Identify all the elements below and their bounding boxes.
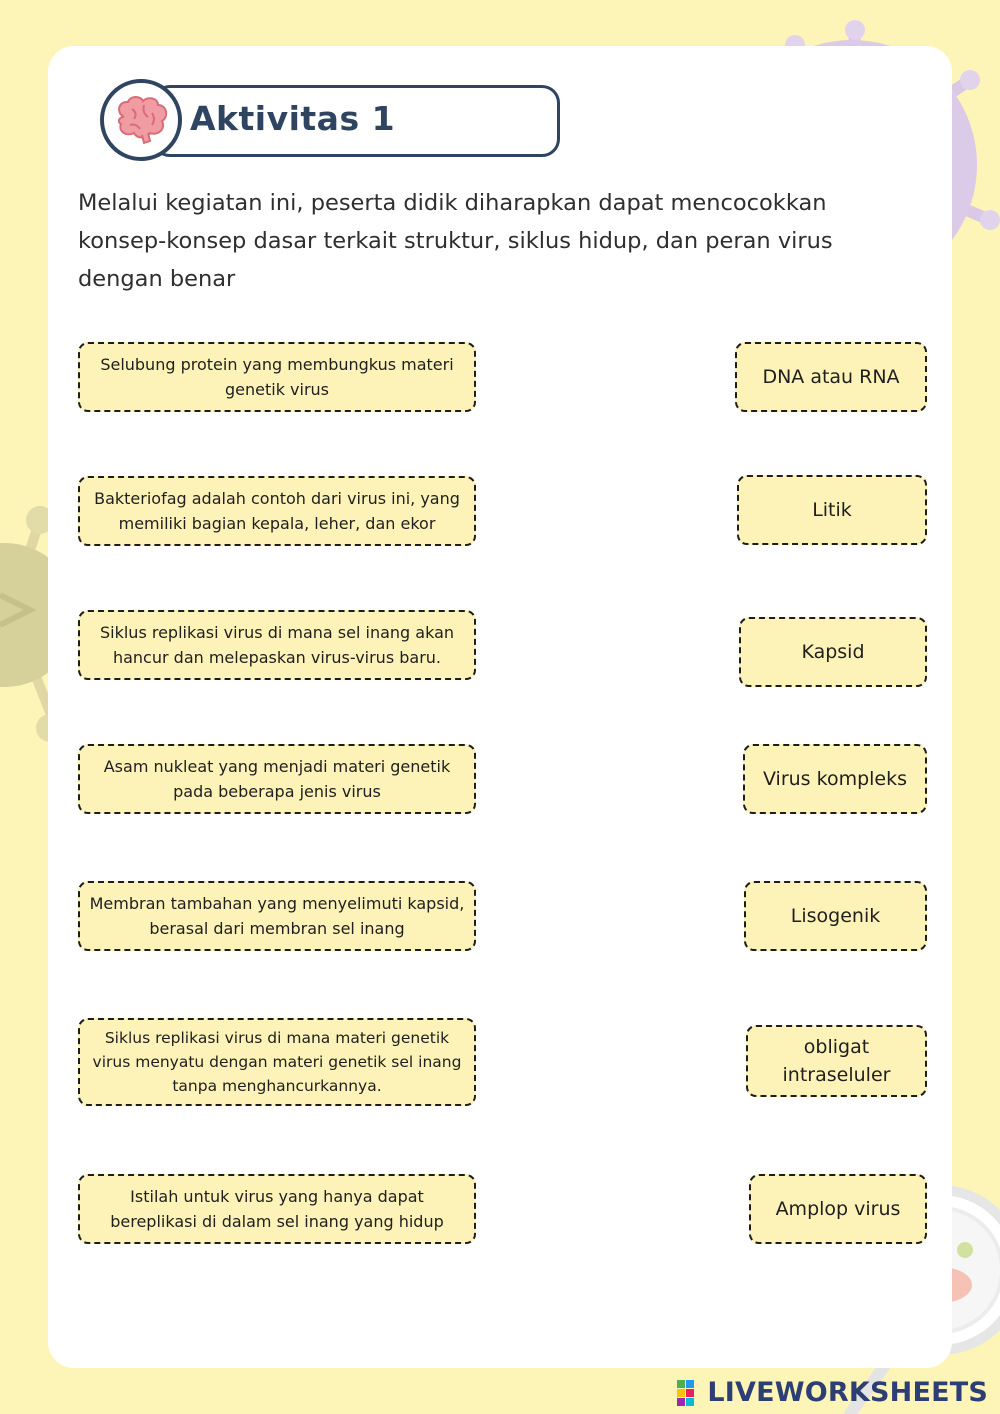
statement-card[interactable]: Bakteriofag adalah contoh dari virus ini, yang memiliki bagian kepala, leher, dan ekor: [78, 476, 476, 546]
answer-card[interactable]: Litik: [737, 475, 927, 545]
brain-icon: [112, 95, 170, 145]
liveworksheets-logo-icon: [677, 1380, 703, 1406]
answer-card[interactable]: Amplop virus: [749, 1174, 927, 1244]
answer-card[interactable]: Virus kompleks: [743, 744, 927, 814]
answer-card[interactable]: Lisogenik: [744, 881, 927, 951]
title-icon-badge: [100, 79, 182, 161]
statement-card[interactable]: Membran tambahan yang menyelimuti kapsid, berasal dari membran sel inang: [78, 881, 476, 951]
answer-card[interactable]: obligat intraseluler: [746, 1025, 927, 1097]
page-title: Aktivitas 1: [190, 99, 396, 138]
statement-card[interactable]: Selubung protein yang membungkus materi genetik virus: [78, 342, 476, 412]
footer-brand: LIVEWORKSHEETS: [707, 1377, 988, 1408]
statement-card[interactable]: Siklus replikasi virus di mana materi genetik virus menyatu dengan materi genetik sel inang tanpa menghancurkannya.: [78, 1018, 476, 1106]
statement-card[interactable]: Asam nukleat yang menjadi materi genetik pada beberapa jenis virus: [78, 744, 476, 814]
answer-card[interactable]: DNA atau RNA: [735, 342, 927, 412]
statement-card[interactable]: Istilah untuk virus yang hanya dapat bereplikasi di dalam sel inang yang hidup: [78, 1174, 476, 1244]
statement-card[interactable]: Siklus replikasi virus di mana sel inang akan hancur dan melepaskan virus-virus baru.: [78, 610, 476, 680]
footer-logo: [677, 1377, 988, 1408]
answer-card[interactable]: Kapsid: [739, 617, 927, 687]
intro-text: Melalui kegiatan ini, peserta didik diharapkan dapat mencocokkan konsep-konsep dasar terkait struktur, siklus hidup, dan peran virus dengan benar: [78, 190, 833, 292]
